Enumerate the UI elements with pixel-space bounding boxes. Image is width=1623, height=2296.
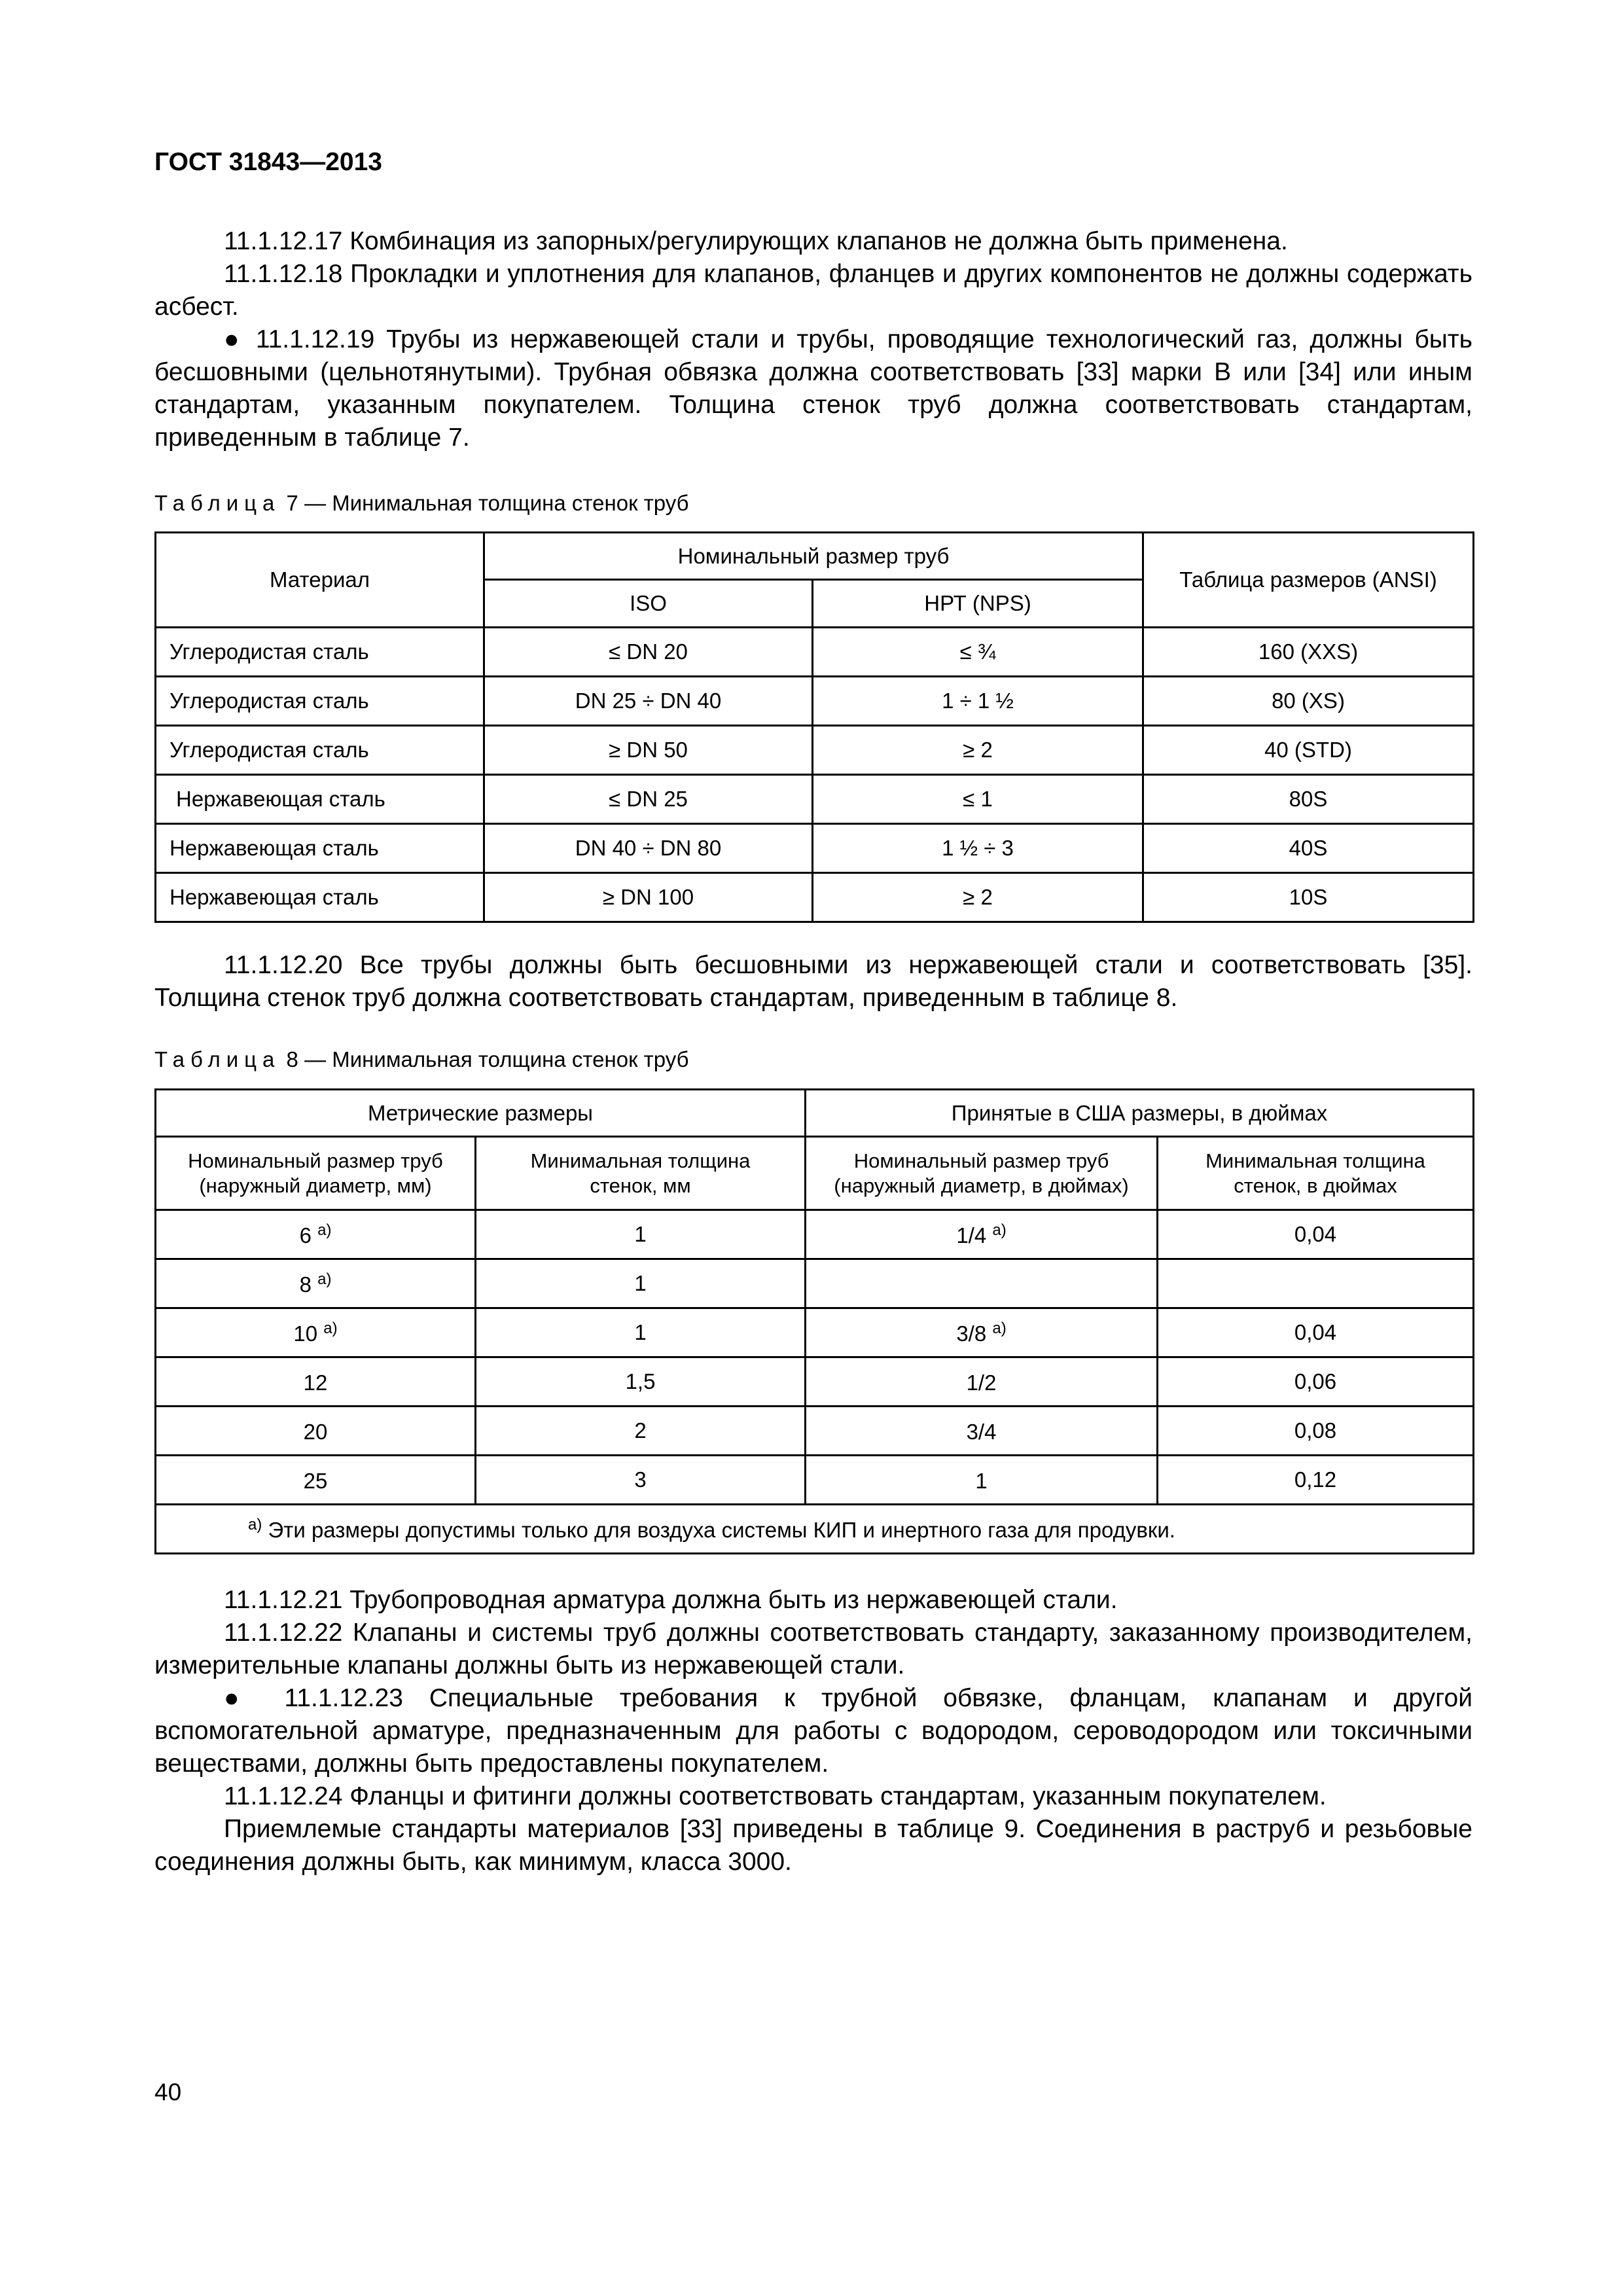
footnote-mark: а) [992,1221,1007,1239]
paragraph-11-1-12-21: 11.1.12.21 Трубопроводная арматура должна быть из нержавеющей стали. [224,1586,1118,1614]
table-8-cell-wall-in: 0,04 [1158,1308,1474,1357]
table-7-cell-ansi: 40S [1143,824,1474,873]
paragraph-11-1-12-23: ● 11.1.12.23 Специальные требования к трубной обвязке, фланцам, клапанам и другой вспомогательной арматуре, предназначенным для работы с водородом, сероводородом или токсичными веществами, должны быть предоставлены покупателем. [154,1684,1472,1778]
table-8-cell-wall-mm: 1 [476,1259,806,1308]
table-7-header-iso: ISO [484,580,813,628]
table-row [156,1456,1474,1505]
paragraph-material-standards: Приемлемые стандарты материалов [33] приведены в таблице 9. Соединения в раструб и резьбовые соединения должны быть, как минимум, класса 3000. [154,1815,1472,1876]
footnote-mark: а) [323,1319,338,1337]
table-7-cell-hpt: ≥ 2 [813,726,1143,775]
footnote-mark: а) [317,1221,332,1239]
table-8-caption-title: 8 — Минимальная толщина стенок труб [280,1047,689,1071]
paragraph-11-1-12-19: ● 11.1.12.19 Трубы из нержавеющей стали и трубы, проводящие технологический газ, должны быть бесшовными (цельнотянутыми). Трубная обвязка должна соответствовать [33] марки В или [34] или иным стандартам, указанным покупателем. Толщина стенок труб должна соответствовать стандартам, приведенным в таблице 7. [154,325,1472,452]
table-8-cell-diameter-in [806,1308,1158,1357]
table-7-cell-iso: ≥ DN 100 [484,873,813,922]
table-7-header-hpt: НРТ (NPS) [813,580,1143,628]
text-block-1 [154,225,1472,454]
table-8-cell-wall-mm: 2 [476,1407,806,1456]
table-8-cell-diameter-mm [156,1308,476,1357]
table-7-cell-material: Углеродистая сталь [156,726,484,775]
table-7-header-ansi: Таблица размеров (ANSI) [1143,533,1474,628]
table-7-cell-ansi: 80S [1143,775,1474,824]
table-8-cell-wall-in: 0,08 [1158,1407,1474,1456]
paragraph-11-1-12-22: 11.1.12.22 Клапаны и системы труб должны соответствовать стандарту, заказанному производителем, измерительные клапаны должны быть из нержавеющей стали. [154,1619,1472,1679]
table-row [156,628,1474,677]
table-8-cell-wall-in [1158,1259,1474,1308]
table-8-header-wall-mm-line-1: Минимальная толщина [530,1149,751,1172]
table-8-footnote [156,1505,1474,1554]
table-8-cell-wall-mm: 1,5 [476,1357,806,1407]
table-8-header-wall-in-line-1: Минимальная толщина [1205,1149,1425,1172]
table-7-cell-iso: ≤ DN 25 [484,775,813,824]
table-8-cell-diameter-in [806,1456,1158,1505]
value: 25 [303,1468,328,1493]
table-7-cell-hpt: ≤ 1 [813,775,1143,824]
paragraph-11-1-12-17: 11.1.12.17 Комбинация из запорных/регулирующих клапанов не должна быть применена. [224,227,1288,255]
table-8-header-nominal-in-line-1: Номинальный размер труб [853,1149,1109,1172]
footnote-mark: а) [248,1515,262,1534]
table-8-caption [154,1047,689,1072]
table-8-header-wall-in [1158,1137,1474,1210]
table-8-cell-diameter-mm [156,1210,476,1259]
table-8-cell-diameter-mm [156,1259,476,1308]
table-8-header-wall-mm [476,1137,806,1210]
table-7 [154,531,1474,923]
footnote-text: Эти размеры допустимы только для воздуха системы КИП и инертного газа для продувки. [262,1517,1175,1542]
table-row [156,1357,1474,1407]
table-8-cell-wall-in: 0,06 [1158,1357,1474,1407]
table-7-cell-iso: ≥ DN 50 [484,726,813,775]
table-row [156,1308,1474,1357]
table-7-header-material: Материал [156,533,484,628]
table-7-cell-hpt: 1 ½ ÷ 3 [813,824,1143,873]
paragraph-11-1-12-24: 11.1.12.24 Фланцы и фитинги должны соответствовать стандартам, указанным покупателем. [224,1782,1327,1810]
table-8-header-nominal-in-line-2: (наружный диаметр, в дюймах) [834,1174,1129,1197]
table-7-cell-iso: DN 25 ÷ DN 40 [484,677,813,726]
table-row [156,775,1474,824]
table-8-cell-diameter-mm [156,1407,476,1456]
table-8-cell-wall-in: 0,04 [1158,1210,1474,1259]
table-row [156,1259,1474,1308]
table-7-cell-ansi: 40 (STD) [1143,726,1474,775]
table-8-header-us: Принятые в США размеры, в дюймах [806,1090,1474,1137]
page-number: 40 [154,2079,182,2106]
value: 3/4 [966,1419,997,1444]
table-row [156,726,1474,775]
table-8-cell-diameter-in [806,1210,1158,1259]
table-7-cell-hpt: ≤ ¾ [813,628,1143,677]
table-8-header-nominal-mm-line-2: (наружный диаметр, мм) [199,1174,432,1197]
table-row [156,824,1474,873]
table-7-cell-iso: DN 40 ÷ DN 80 [484,824,813,873]
table-8-cell-diameter-mm [156,1456,476,1505]
table-8-cell-diameter-in [806,1259,1158,1308]
table-7-cell-ansi: 10S [1143,873,1474,922]
table-7-cell-hpt: 1 ÷ 1 ½ [813,677,1143,726]
table-8-header-wall-in-line-2: стенок, в дюймах [1234,1174,1397,1197]
table-8 [154,1088,1474,1554]
document-page [154,0,1472,2296]
footnote-mark: а) [317,1270,332,1288]
value: 3/8 [956,1321,987,1346]
table-7-caption-title: 7 — Минимальная толщина стенок труб [280,491,689,515]
value: 10 [293,1321,318,1346]
table-7-cell-material: Нержавеющая сталь [156,775,484,824]
table-8-header-nominal-mm [156,1137,476,1210]
table-row [156,1407,1474,1456]
table-8-cell-diameter-in [806,1407,1158,1456]
table-8-cell-diameter-in [806,1357,1158,1407]
table-7-header-nominal: Номинальный размер труб [484,533,1143,580]
table-7-cell-material: Нержавеющая сталь [156,873,484,922]
table-8-header-nominal-in [806,1137,1158,1210]
table-7-caption [154,491,689,516]
table-row [156,873,1474,922]
table-7-cell-material: Углеродистая сталь [156,677,484,726]
value: 1/4 [956,1223,987,1247]
value: 8 [299,1272,312,1297]
text-block-2 [154,949,1472,1014]
value: 6 [299,1223,312,1247]
table-7-cell-iso: ≤ DN 20 [484,628,813,677]
table-7-cell-ansi: 160 (XXS) [1143,628,1474,677]
document-header: ГОСТ 31843—2013 [154,148,382,176]
value: 12 [303,1370,328,1395]
table-8-caption-prefix: Таблица [154,1047,281,1071]
table-8-cell-wall-in: 0,12 [1158,1456,1474,1505]
table-7-cell-hpt: ≥ 2 [813,873,1143,922]
table-8-cell-wall-mm: 1 [476,1308,806,1357]
value: 20 [303,1419,328,1444]
table-8-header-wall-mm-line-2: стенок, мм [590,1174,691,1197]
value: 1 [975,1468,988,1493]
text-block-3 [154,1584,1472,1878]
table-7-cell-material: Углеродистая сталь [156,628,484,677]
paragraph-11-1-12-20: 11.1.12.20 Все трубы должны быть бесшовными из нержавеющей стали и соответствовать [35]. Толщина стенок труб должна соответствовать стандартам, приведенным в таблице 8. [154,951,1472,1012]
table-7-cell-material: Нержавеющая сталь [156,824,484,873]
table-8-header-metric: Метрические размеры [156,1090,806,1137]
table-7-cell-ansi: 80 (XS) [1143,677,1474,726]
table-8-cell-diameter-mm [156,1357,476,1407]
paragraph-11-1-12-18: 11.1.12.18 Прокладки и уплотнения для клапанов, фланцев и других компонентов не должны содержать асбест. [154,260,1472,321]
value: 1/2 [966,1370,997,1395]
table-7-caption-prefix: Таблица [154,491,281,515]
table-8-header-nominal-mm-line-1: Номинальный размер труб [188,1149,443,1172]
footnote-mark: а) [992,1319,1007,1337]
table-row [156,677,1474,726]
table-8-cell-wall-mm: 1 [476,1210,806,1259]
table-row [156,1210,1474,1259]
table-8-cell-wall-mm: 3 [476,1456,806,1505]
